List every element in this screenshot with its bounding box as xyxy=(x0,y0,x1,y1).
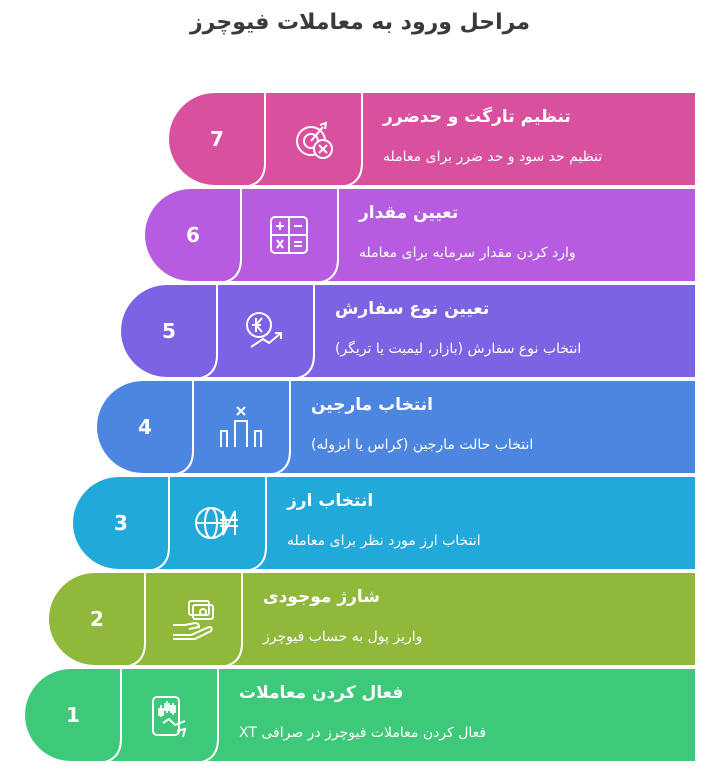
step-number: 2 xyxy=(90,607,104,631)
step-row-6 xyxy=(145,189,695,281)
step-description: واریز پول به حساب فیوچرز xyxy=(263,629,423,645)
step-number: 7 xyxy=(210,127,224,151)
step-description: انتخاب ارز مورد نظر برای معامله xyxy=(287,533,481,549)
step-description: فعال کردن معاملات فیوچرز در صرافی XT xyxy=(239,725,487,741)
globe-currency-icon xyxy=(193,499,241,547)
mobile-chart-icon xyxy=(145,691,193,739)
step-heading: تعیین نوع سفارش xyxy=(335,299,490,319)
currency-growth-icon xyxy=(241,307,289,355)
step-heading: تعیین مقدار xyxy=(359,203,459,223)
step-heading: انتخاب مارجین xyxy=(311,395,433,415)
step-heading: فعال کردن معاملات xyxy=(239,683,404,703)
step-row-2 xyxy=(49,573,695,665)
step-row-1 xyxy=(25,669,695,761)
step-row-5 xyxy=(121,285,695,377)
step-row-7 xyxy=(169,93,695,185)
step-description: تنظیم حد سود و حد ضرر برای معامله xyxy=(383,149,603,165)
step-heading: انتخاب ارز xyxy=(287,491,374,511)
step-number: 4 xyxy=(138,415,152,439)
step-row-3 xyxy=(73,477,695,569)
step-heading: تنظیم تارگت و حدضرر xyxy=(383,107,571,127)
step-description: انتخاب نوع سفارش (بازار، لیمیت یا تریگر) xyxy=(335,341,582,357)
target-cancel-icon xyxy=(289,115,337,163)
step-row-4 xyxy=(97,381,695,473)
step-number: 3 xyxy=(114,511,128,535)
step-description: انتخاب حالت مارجین (کراس یا ایزوله) xyxy=(311,437,534,453)
cash-deposit-icon xyxy=(169,595,217,643)
step-number: 1 xyxy=(66,703,80,727)
calculator-icon xyxy=(265,211,313,259)
page-title: مراحل ورود به معاملات فیوچرز xyxy=(189,10,530,35)
step-heading: شارژ موجودی xyxy=(263,587,380,607)
margin-columns-icon xyxy=(217,403,265,451)
step-description: وارد کردن مقدار سرمایه برای معامله xyxy=(359,245,576,261)
step-number: 5 xyxy=(162,319,176,343)
step-number: 6 xyxy=(186,223,200,247)
